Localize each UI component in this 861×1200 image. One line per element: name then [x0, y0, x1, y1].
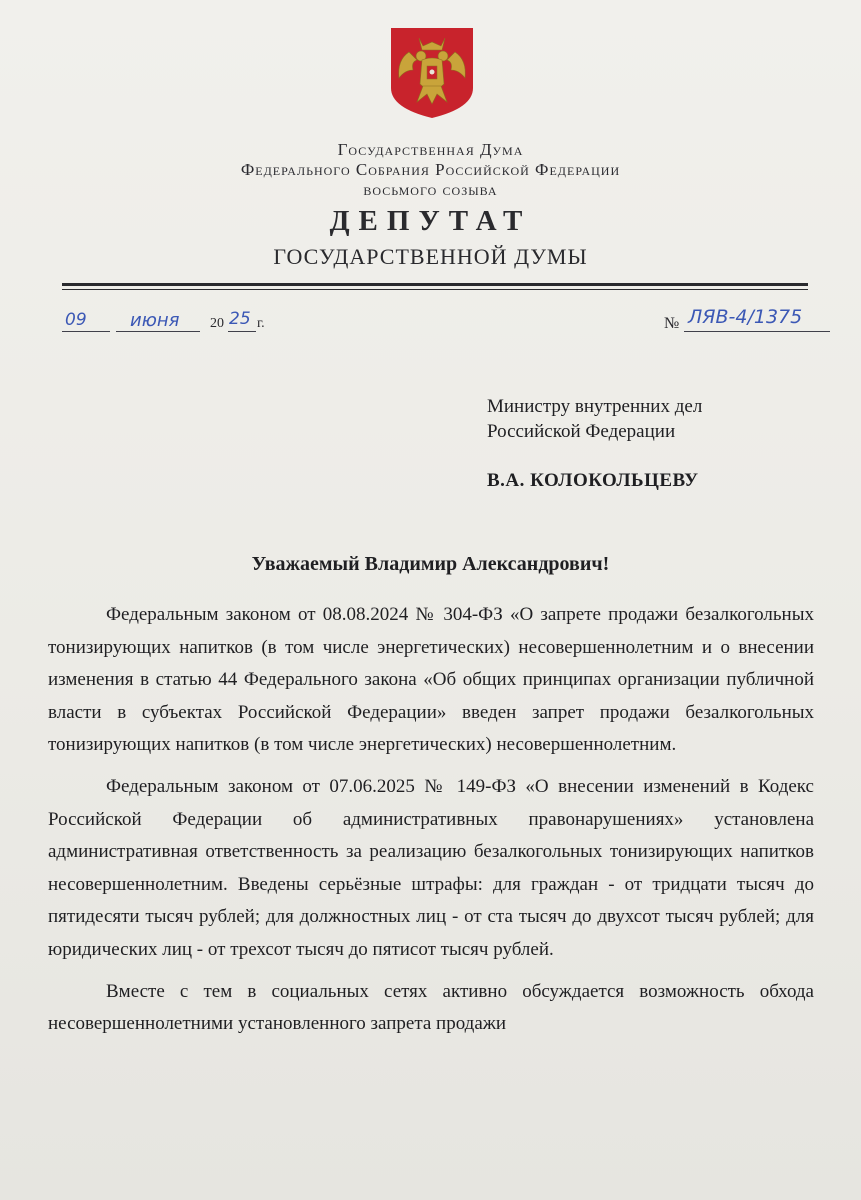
date-year-suffix: 25 [229, 309, 251, 329]
recipient-name: В.А. КОЛОКОЛЬЦЕВУ [487, 470, 699, 491]
greeting: Уважаемый Владимир Александрович! [251, 553, 610, 575]
paragraph: Федеральным законом от 08.08.2024 № 304-ФЗ «О запрете продажи безалкогольных тонизирующих напитков (в том числе энергетических) несовершеннолетним и о внесении изменения в статью 44 Федерального закона «Об общих принципах организации публичной власти в субъектах Российской Федерации» введен запрет продажи безалкогольных тонизирующих напитков (в том числе энергетических) несовершеннолетним. [48, 604, 814, 756]
date-month-underline [116, 331, 200, 332]
date-day-underline [62, 331, 110, 332]
org-line-3: восьмого созыва [363, 180, 498, 199]
org-line-2: Федерального Собрания Российской Федерации [240, 160, 621, 179]
org-line-1: Государственная Дума [337, 140, 524, 159]
paragraph: Вместе с тем в социальных сетях активно обсуждается возможность обхода несовершеннолетними установленного запрета продажи [48, 980, 814, 1035]
recipient-organization: Российской Федерации [487, 421, 676, 442]
letterhead-title: ДЕПУТАТ [329, 205, 532, 237]
date-year-underline [228, 331, 256, 332]
letterhead-subtitle: ГОСУДАРСТВЕННОЙ ДУМЫ [273, 244, 588, 269]
number-label: № [664, 315, 680, 332]
date-month: июня [130, 310, 180, 331]
number-underline [684, 331, 830, 332]
letter-body [48, 599, 814, 1050]
date-suffix: г. [257, 316, 265, 331]
date-year-prefix: 20 [210, 316, 224, 331]
number-value: ЛЯВ-4/1375 [688, 306, 803, 328]
date-day: 09 [65, 310, 87, 330]
state-emblem-icon [389, 26, 475, 120]
recipient-position: Министру внутренних дел [487, 396, 703, 417]
header-rule-thick [62, 283, 808, 286]
paragraph: Федеральным законом от 07.06.2025 № 149-ФЗ «О внесении изменений в Кодекс Российской Федерации об административных правонарушениях» установлена административная ответственность за реализацию безалкогольных тонизирующих напитков несовершеннолетним. Введены серьёзные штрафы: для граждан - от тридцати тысяч до пятидесяти тысяч рублей; для должностных лиц - от ста тысяч до двухсот тысяч рублей; для юридических лиц - от трехсот тысяч до пятисот тысяч рублей. [48, 775, 814, 960]
header-rule-thin [62, 289, 808, 290]
